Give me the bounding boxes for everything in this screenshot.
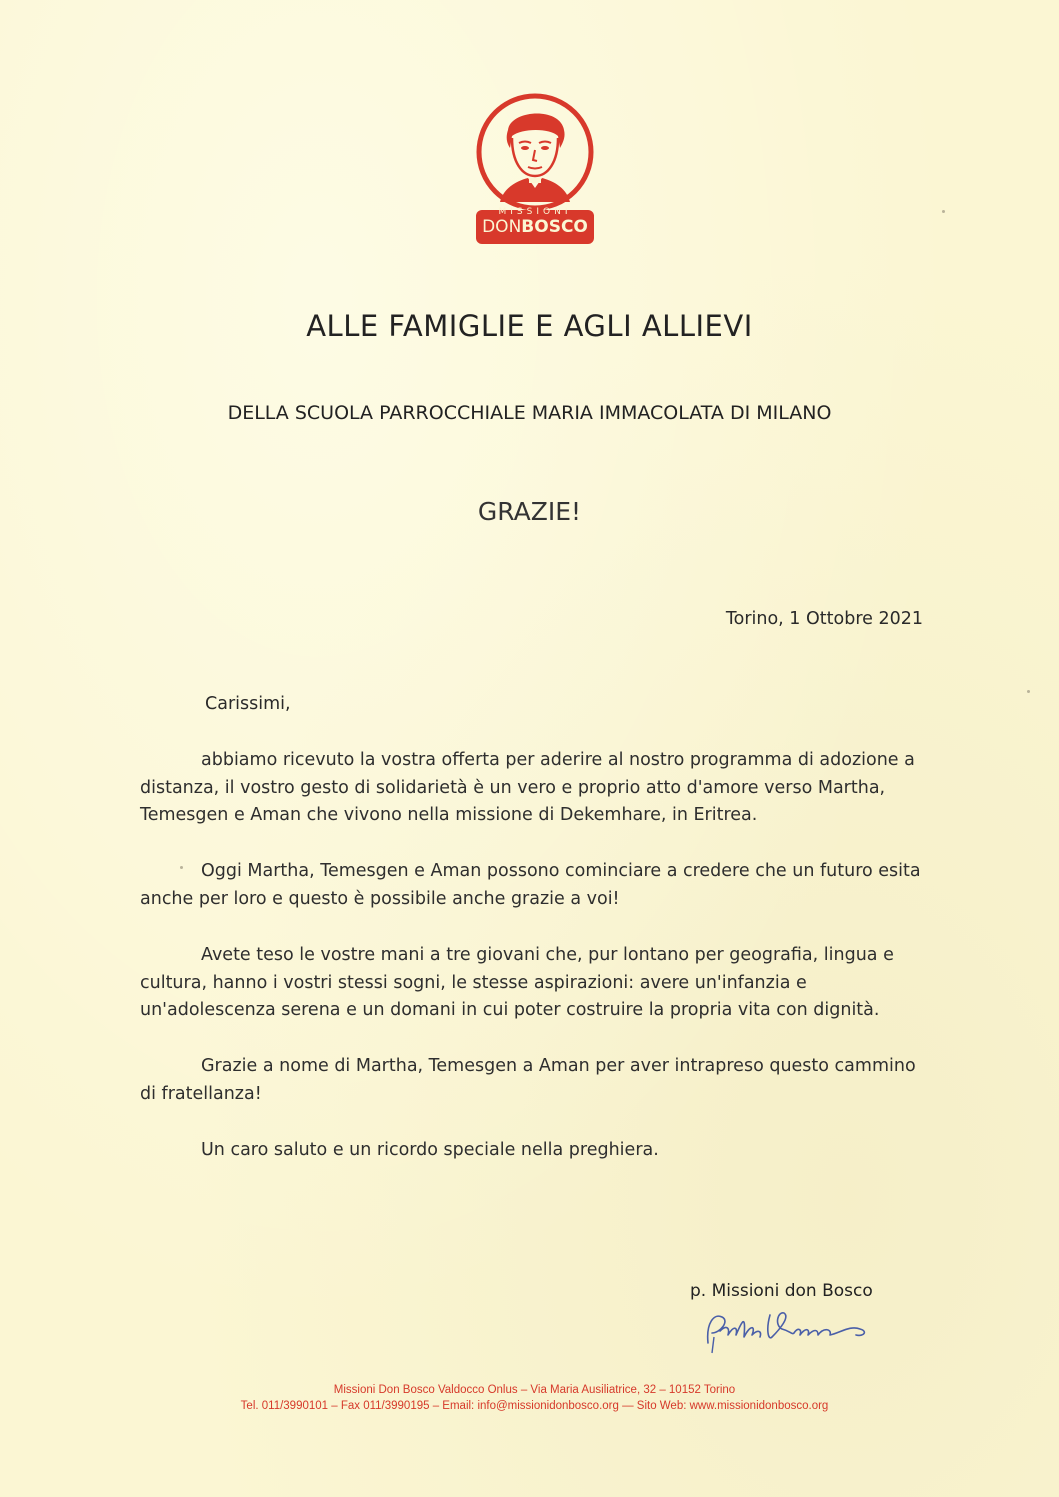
letter-date: Torino, 1 Ottobre 2021 <box>725 609 923 629</box>
paper-speck <box>180 866 183 869</box>
paragraph-4: Grazie a nome di Martha, Temesgen a Aman per aver intrapreso questo cammino di fratellanza! <box>140 1056 916 1104</box>
paper-speck <box>1027 690 1030 693</box>
logo-top-text: MISSIONI <box>498 207 572 217</box>
sign-off: p. Missioni don Bosco <box>690 1281 873 1301</box>
thanks-heading: GRAZIE! <box>477 497 582 526</box>
letter-subtitle: DELLA SCUOLA PARROCCHIALE MARIA IMMACOLATA DI MILANO <box>227 402 832 424</box>
paragraph-5: Un caro saluto e un ricordo speciale nella preghiera. <box>201 1140 659 1160</box>
footer-address: Missioni Don Bosco Valdocco Onlus – Via Maria Ausiliatrice, 32 – 10152 Torino <box>333 1384 736 1396</box>
paragraph-3: Avete teso le vostre mani a tre giovani che, pur lontano per geografia, lingua e cultura, hanno i vostri stessi sogni, le stesse aspirazioni: avere un'infanzia e un'adolescenza serena e un domani in cui poter costruire la propria vita con dignità. <box>140 945 894 1020</box>
letter-title: ALLE FAMIGLIE E AGLI ALLIEVI <box>306 309 753 343</box>
paper-speck <box>942 210 945 213</box>
logo-don-text: DON <box>482 217 522 237</box>
logo-bosco-text: BOSCO <box>521 217 588 237</box>
handwritten-signature <box>700 1303 890 1355</box>
letter-greeting: Carissimi, <box>205 694 291 714</box>
paragraph-2: Oggi Martha, Temesgen e Aman possono cominciare a credere che un futuro esita anche per loro e questo è possibile anche grazie a voi! <box>140 861 921 909</box>
paragraph-1: abbiamo ricevuto la vostra offerta per aderire al nostro programma di adozione a distanza, il vostro gesto di solidarietà è un vero e proprio atto d'amore verso Martha, Temesgen e Aman che vivono nella missione di Dekemhare, in Eritrea. <box>140 750 915 825</box>
missioni-don-bosco-logo <box>470 92 600 247</box>
footer-contacts: Tel. 011/3990101 – Fax 011/3990195 – Email: info@missionidonbosco.org — Sito Web: www.missionidonbosco.org <box>240 1400 829 1412</box>
